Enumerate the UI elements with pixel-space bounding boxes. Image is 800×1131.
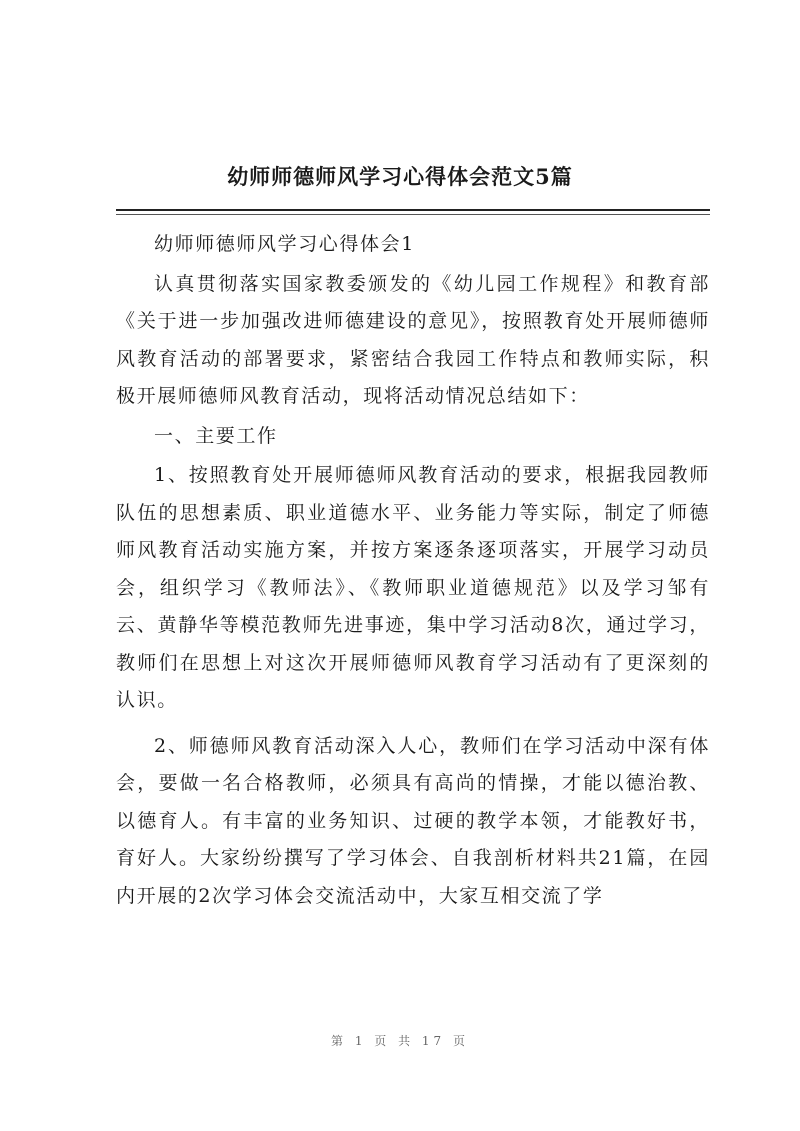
title-divider-thin [116, 214, 710, 215]
document-body [116, 226, 710, 915]
document-title: 幼师师德师风学习心得体会范文5篇 [227, 164, 573, 189]
page-number: 第 1 页 共 17 页 [331, 1034, 469, 1048]
title-divider [116, 209, 710, 211]
body-paragraph: 认真贯彻落实国家教委颁发的《幼儿园工作规程》和教育部《关于进一步加强改进师德建设的意见》，按照教育处开展师德师风教育活动的部署要求，紧密结合我园工作特点和教师实际，积极开展师德师风教育活动，现将活动情况总结如下： [116, 272, 710, 407]
body-paragraph: 1、按照教育处开展师德师风教育活动的要求，根据我园教师队伍的思想素质、职业道德水平、业务能力等实际，制定了师德师风教育活动实施方案，并按方案逐条逐项落实，开展学习动员会，组织学习《教师法》、《教师职业道德规范》以及学习邹有云、黄静华等模范教师先进事迹，集中学习活动8次，通过学习，教师们在思想上对这次开展师德师风教育学习活动有了更深刻的认识。 [116, 464, 710, 711]
subsection-heading: 一、主要工作 [154, 424, 278, 447]
body-paragraph: 2、师德师风教育活动深入人心，教师们在学习活动中深有体会，要做一名合格教师，必须具有高尚的情操，才能以德治教、以德育人。有丰富的业务知识、过硬的教学本领，才能教好书，育好人。大家纷纷撰写了学习体会、自我剖析材料共21篇，在园内开展的2次学习体会交流活动中，大家互相交流了学 [116, 734, 710, 907]
section-heading: 幼师师德师风学习心得体会1 [154, 233, 415, 255]
